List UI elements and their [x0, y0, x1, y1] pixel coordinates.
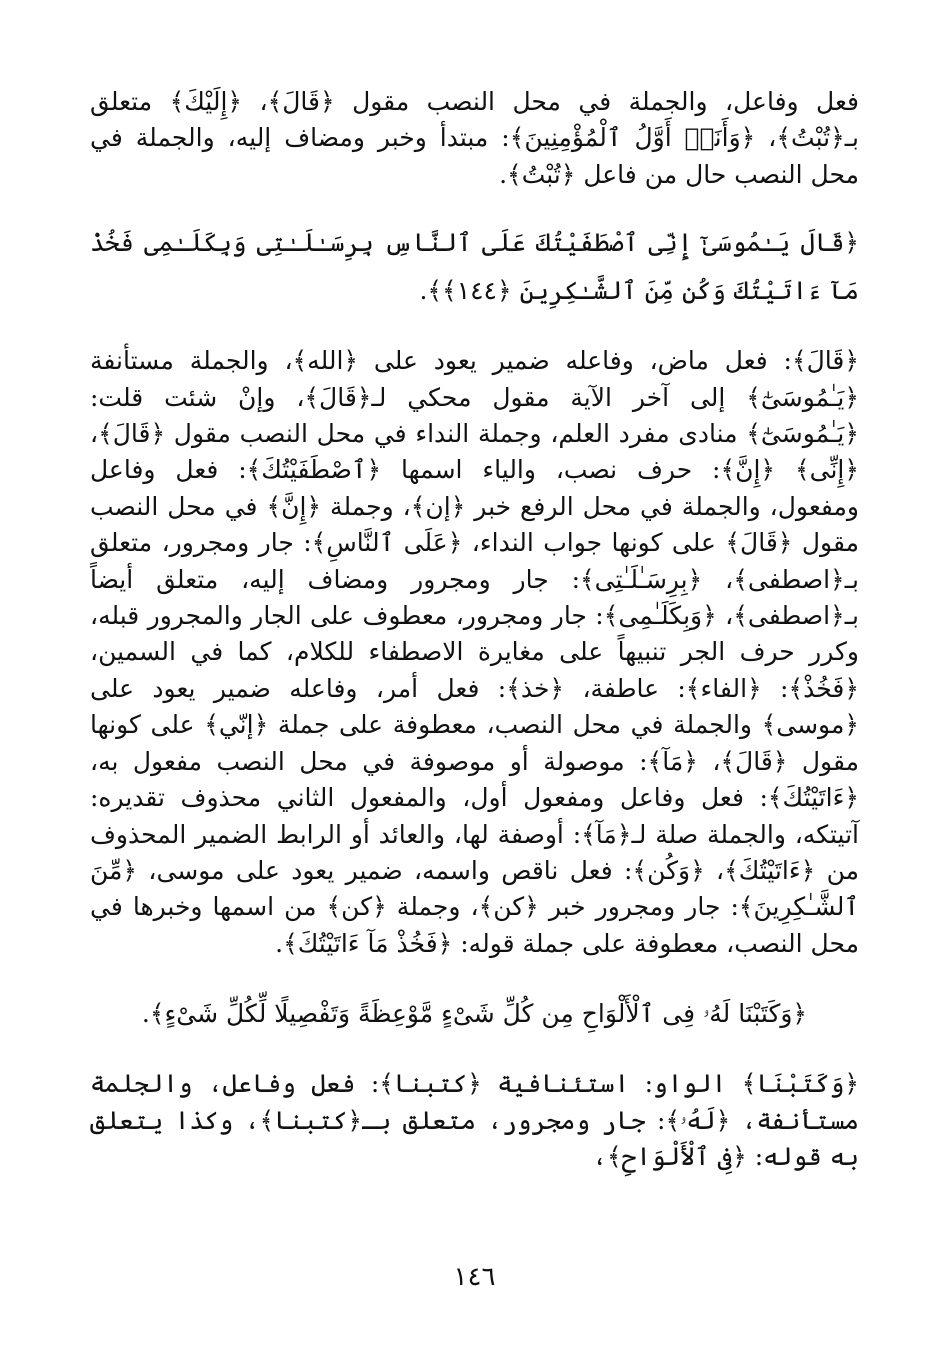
commentary-paragraph-2: ﴿قَالَ﴾: فعل ماض، وفاعله ضمير يعود على ﴿الله﴾، والجملة مستأنفة ﴿يَـٰمُوسَىٰٓ﴾ إلى آخر الآية مقول محكي لـ﴿قَالَ﴾، وإنْ شئت قلت: ﴿يَـٰمُوسَىٰٓ﴾ منادى مفرد العلم، وجملة النداء في محل النصب مقول ﴿قَالَ﴾، ﴿إِنِّى﴾ ﴿إِنَّ﴾: حرف نصب، والياء اسمها ﴿ٱصْطَفَيْتُكَ﴾: فعل وفاعل ومفعول، والجملة في محل الرفع خبر ﴿إن﴾، وجملة ﴿إِنَّ﴾ في محل النصب مقول ﴿قَالَ﴾ على كونها جواب النداء، ﴿عَلَى ٱلنَّاسِ﴾: جار ومجرور، متعلق بـ﴿اصطفى﴾، ﴿بِرِسَـٰلَـٰتِى﴾: جار ومجرور ومضاف إليه، متعلق أيضاً بـ﴿اصطفى﴾، ﴿وَبِكَلَـٰمِى﴾: جار ومجرور، معطوف على الجار والمجرور قبله، وكرر حرف الجر تنبيهاً على مغايرة الاصطفاء للكلام، كما في السمين، ﴿فَخُذْ﴾: ﴿الفاء﴾: عاطفة، ﴿خذ﴾: فعل أمر، وفاعله ضمير يعود على ﴿موسى﴾ والجملة في محل النصب، معطوفة على جملة ﴿إنّي﴾ على كونها مقول ﴿قَالَ﴾، ﴿مَآ﴾: موصولة أو موصوفة في محل النصب مفعول به، ﴿ءَاتَيْتُكَ﴾: فعل وفاعل ومفعول أول، والمفعول الثاني محذوف تقديره: آتيتكه، والجملة صلة لـ﴿مَآ﴾: أوصفة لها، والعائد أو الرابط الضمير المحذوف من ﴿ءَاتَيْتُكَ﴾، ﴿وَكُن﴾: فعل ناقص واسمه، ضمير يعود على موسى، ﴿مِّنَ ٱلشَّـٰكِرِينَ﴾: جار ومجرور خبر ﴿كن﴾، وجملة ﴿كن﴾ من اسمها وخبرها في محل النصب، معطوفة على جملة قوله: ﴿فَخُذْ مَآ ءَاتَيْتُكَ﴾. [90, 346, 859, 958]
quran-verse-145: ﴿وَكَتَبْنَا لَهُۥ فِى ٱلْأَلْوَاحِ مِن كُلِّ شَىْءٍ مَّوْعِظَةً وَتَفْصِيلًا لِّكُلِّ شَىْءٍ﴾. [141, 999, 808, 1029]
commentary-paragraph-1: فعل وفاعل، والجملة في محل النصب مقول ﴿قَالَ﴾، ﴿إِلَيْكَ﴾ متعلق بـ﴿تُبْتُ﴾، ﴿وَأَنَا۠ أَوَّلُ ٱلْمُؤْمِنِينَ﴾: مبتدأ وخبر ومضاف إليه، والجملة في محل النصب حال من فاعل ﴿تُبْتُ﴾. [90, 87, 859, 189]
page-body [90, 84, 859, 1175]
quran-verse-144: ﴿قَالَ يَـٰمُوسَىٰٓ إِنِّى ٱصْطَفَيْتُكَ عَلَى ٱلنَّاسِ بِرِسَـٰلَـٰتِى وَبِكَلَـٰمِى فَخُذْ مَآ ءَاتَيْتُكَ وَكُن مِّنَ ٱلشَّـٰكِرِينَ ﴿١٤٤﴾﴾. [90, 228, 859, 306]
page-number: ١٤٦ [453, 1262, 496, 1292]
commentary-paragraph-3: ﴿وَكَتَبْنَا﴾ الواو: استئنافية ﴿كتبنا﴾: فعل وفاعل، والجلمة مستأنفة، ﴿لَهُۥ﴾: جار ومجرور، متعلق بـ﴿كتبنا﴾، وكذا يتعلق به قوله: ﴿فِى ٱلْأَلْوَاحِ﴾، [90, 1069, 859, 1171]
